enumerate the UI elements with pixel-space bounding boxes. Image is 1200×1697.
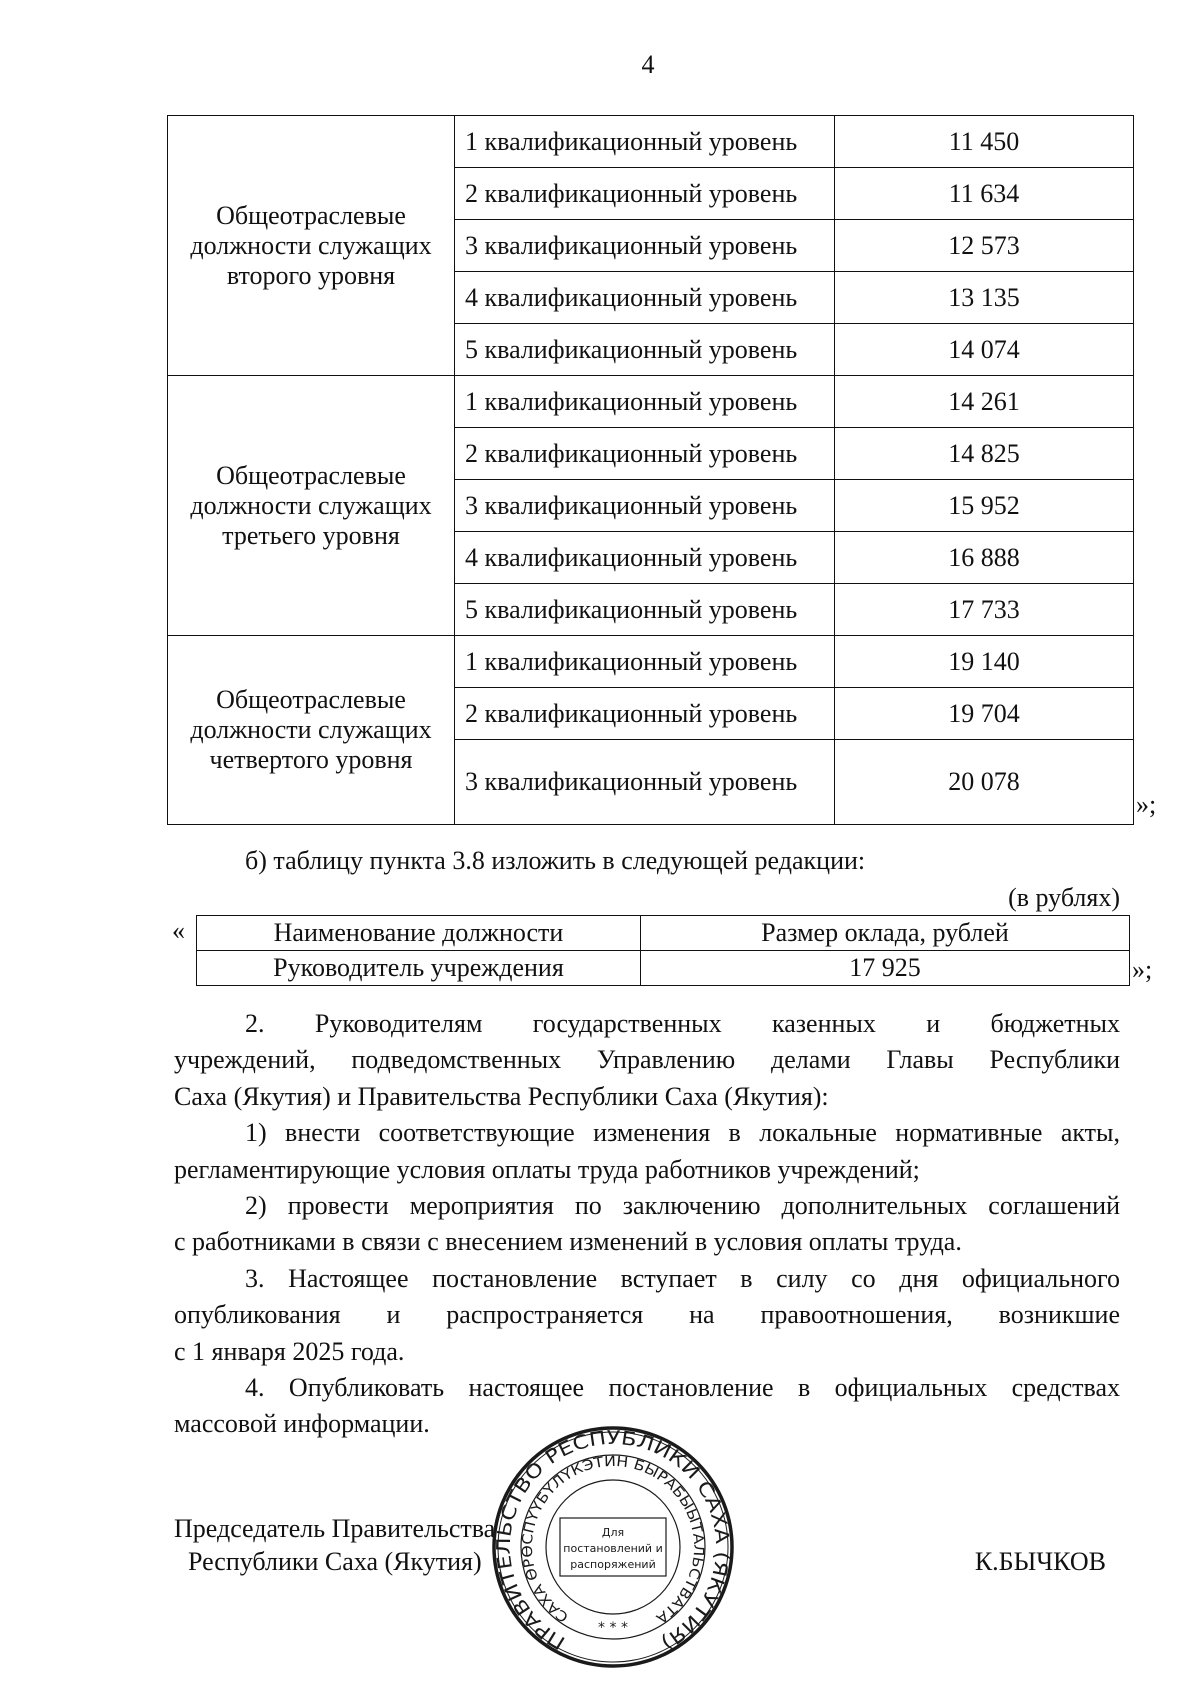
salary-value: 13 135 <box>835 272 1134 324</box>
paragraph-line: 2) провести мероприятия по заключению дополнительных соглашений <box>245 1190 1120 1220</box>
salary-value: 17 925 <box>641 951 1130 986</box>
salary-value: 12 573 <box>835 220 1134 272</box>
qualification-level: 3 квалификационный уровень <box>455 480 835 532</box>
seal-outer-text: ПРАВИТЕЛЬСТВО РЕСПУБЛИКИ САХА (ЯКУТИЯ) <box>492 1426 734 1654</box>
paragraph-line: 1) внести соответствующие изменения в локальные нормативные акты, <box>245 1118 1120 1148</box>
paragraph-line: массовой информации. <box>174 1409 430 1439</box>
qualification-level: 2 квалификационный уровень <box>455 688 835 740</box>
opening-quote: « <box>172 916 185 945</box>
group-name: Общеотраслевые должности служащих четвертого уровня <box>168 636 455 825</box>
body-text <box>174 1006 1120 1443</box>
seal-inner-text: САХА ӨРӨСПҮҮБҮЛҮКЭТИН БЫРАБЫЫТАЛЬСТВАТА <box>519 1453 707 1626</box>
salary-value: 14 825 <box>835 428 1134 480</box>
director-salary-table <box>196 915 1130 986</box>
salary-value: 16 888 <box>835 532 1134 584</box>
salary-value: 14 074 <box>835 324 1134 376</box>
page-number: 4 <box>641 50 655 79</box>
paragraph-line: 2. Руководителям государственных казенных и бюджетных <box>245 1009 1120 1038</box>
paragraph-line: 4. Опубликовать настоящее постановление в официальных средствах <box>245 1372 1120 1402</box>
qualification-level: 3 квалификационный уровень <box>455 740 835 825</box>
salary-value: 15 952 <box>835 480 1134 532</box>
signatory-title: Председатель Правительства <box>174 1514 496 1543</box>
group-name: Общеотраслевые должности служащих второго уровня <box>168 116 455 376</box>
table-header-row <box>197 916 1130 951</box>
qualification-level: 1 квалификационный уровень <box>455 116 835 168</box>
seal-center-text: распоряжений <box>570 1558 656 1571</box>
official-seal-stamp <box>488 1422 738 1672</box>
table-row <box>168 376 1134 428</box>
group-name: Общеотраслевые должности служащих третьего уровня <box>168 376 455 636</box>
table-row <box>168 636 1134 688</box>
paragraph-line: с работниками в связи с внесением изменений в условия оплаты труда. <box>174 1227 962 1257</box>
qualification-level: 4 квалификационный уровень <box>455 532 835 584</box>
seal-center-text: постановлений и <box>563 1542 663 1555</box>
salary-value: 19 704 <box>835 688 1134 740</box>
qualification-level: 5 квалификационный уровень <box>455 324 835 376</box>
paragraph-line: Саха (Якутия) и Правительства Республики Саха (Якутия): <box>174 1081 829 1111</box>
signatory-title: Республики Саха (Якутия) <box>188 1547 482 1576</box>
paragraph-line: опубликования и распространяется на правоотношения, возникшие <box>174 1300 1120 1330</box>
units-note: (в рублях) <box>1008 883 1120 912</box>
salary-table <box>167 115 1134 825</box>
header-salary: Размер оклада, рублей <box>641 916 1130 951</box>
qualification-level: 1 квалификационный уровень <box>455 636 835 688</box>
qualification-level: 2 квалификационный уровень <box>455 428 835 480</box>
salary-value: 11 450 <box>835 116 1134 168</box>
seal-stars: * * * <box>598 1620 628 1636</box>
paragraph-line: 3. Настоящее постановление вступает в силу со дня официального <box>245 1263 1120 1293</box>
salary-value: 17 733 <box>835 584 1134 636</box>
salary-value: 11 634 <box>835 168 1134 220</box>
salary-value: 20 078 <box>835 740 1134 825</box>
paragraph-line: учреждений, подведомственных Управлению делами Главы Республики <box>174 1045 1120 1075</box>
closing-quote: »; <box>1136 790 1157 819</box>
table-row <box>197 951 1130 986</box>
header-position: Наименование должности <box>197 916 641 951</box>
closing-quote: »; <box>1132 955 1153 984</box>
paragraph-line: с 1 января 2025 года. <box>174 1336 405 1366</box>
position-name: Руководитель учреждения <box>197 951 641 986</box>
signatory-name: К.БЫЧКОВ <box>974 1547 1106 1576</box>
table-row <box>168 116 1134 168</box>
qualification-level: 1 квалификационный уровень <box>455 376 835 428</box>
qualification-level: 5 квалификационный уровень <box>455 584 835 636</box>
salary-value: 19 140 <box>835 636 1134 688</box>
instruction-text: б) таблицу пункта 3.8 изложить в следующей редакции: <box>245 846 866 875</box>
qualification-level: 4 квалификационный уровень <box>455 272 835 324</box>
paragraph-line: регламентирующие условия оплаты труда работников учреждений; <box>174 1154 920 1184</box>
qualification-level: 3 квалификационный уровень <box>455 220 835 272</box>
qualification-level: 2 квалификационный уровень <box>455 168 835 220</box>
seal-center-text: Для <box>601 1526 625 1539</box>
salary-value: 14 261 <box>835 376 1134 428</box>
